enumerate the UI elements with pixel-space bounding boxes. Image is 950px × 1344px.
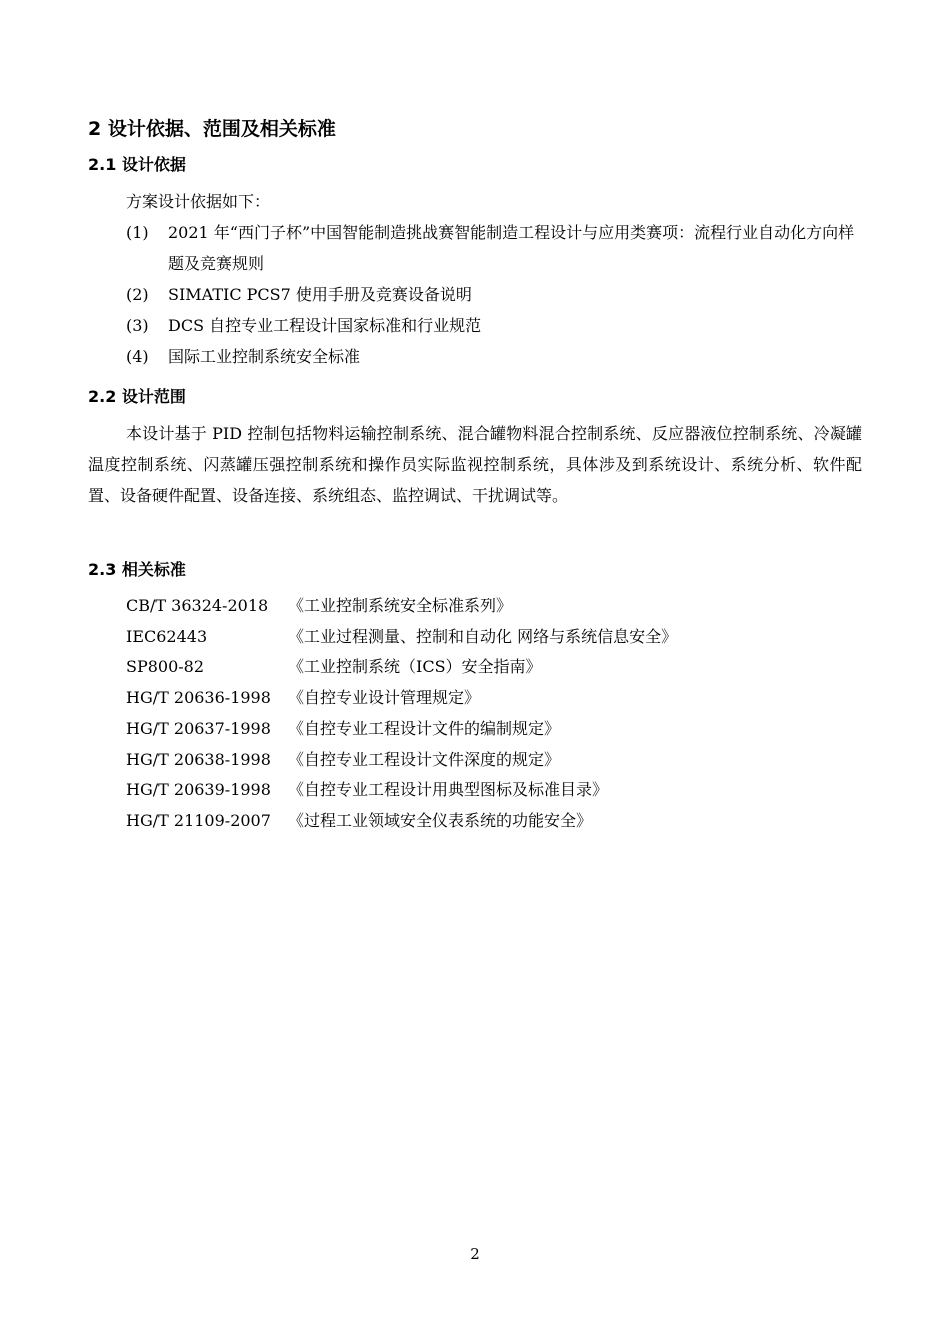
scope-paragraph: 本设计基于 PID 控制包括物料运输控制系统、混合罐物料混合控制系统、反应器液位控制系统、冷凝罐温度控制系统、闪蒸罐压强控制系统和操作员实际监视控制系统，具体涉及到系统设计、系统分析、软件配置、设备硬件配置、设备连接、系统组态、监控调试、干扰调试等。: [88, 424, 862, 505]
standard-title: 《工业控制系统（ICS）安全指南》: [288, 657, 542, 677]
standard-code: CB/T 36324-2018: [126, 596, 269, 615]
standard-row: [126, 714, 677, 745]
standard-title: 《自控专业设计管理规定》: [288, 688, 481, 708]
list-item: [126, 341, 862, 372]
standard-title: 《过程工业领域安全仪表系统的功能安全》: [288, 810, 593, 830]
basis-intro: 方案设计依据如下：: [126, 192, 271, 211]
section-heading: 2 设计依据、范围及相关标准: [88, 118, 336, 140]
standard-title: 《自控专业工程设计用典型图标及标准目录》: [288, 780, 609, 800]
list-item-text: DCS 自控专业工程设计国家标准和行业规范: [168, 316, 482, 335]
standard-title: 《工业过程测量、控制和自动化 网络与系统信息安全》: [288, 626, 678, 646]
standard-code: IEC62443: [126, 626, 208, 646]
standard-title: 《工业控制系统安全标准系列》: [288, 596, 513, 615]
standard-code: HG/T 20639-1998: [126, 780, 271, 800]
list-item: [126, 310, 862, 341]
scope-heading: 2.2 设计范围: [88, 387, 186, 406]
standard-row: [126, 683, 677, 714]
basis-heading: 2.1 设计依据: [88, 155, 186, 174]
standard-code: HG/T 20637-1998: [126, 718, 271, 738]
standard-title: 《自控专业工程设计文件的编制规定》: [288, 718, 561, 738]
list-item: [126, 217, 862, 279]
standard-row: [126, 745, 677, 776]
list-item-number: (3): [126, 316, 149, 335]
list-item-number: (1): [126, 223, 149, 242]
standard-code: HG/T 20636-1998: [126, 688, 271, 708]
standard-code: HG/T 21109-2007: [126, 810, 271, 830]
list-item-number: (4): [126, 347, 149, 366]
standard-row: [126, 652, 677, 683]
page-number: 2: [470, 1245, 480, 1263]
standard-code: SP800-82: [126, 657, 205, 677]
standard-row: [126, 591, 677, 622]
standards-list: [126, 591, 677, 837]
list-item: [126, 279, 862, 310]
list-item-number: (2): [126, 285, 149, 304]
list-item-text: 2021 年“西门子杯”中国智能制造挑战赛智能制造工程设计与应用类赛项：流程行业自动化方向样题及竞赛规则: [168, 223, 855, 273]
standard-row: [126, 775, 677, 806]
basis-list: [126, 217, 862, 372]
standards-heading: 2.3 相关标准: [88, 560, 186, 579]
standard-row: [126, 622, 677, 653]
standard-title: 《自控专业工程设计文件深度的规定》: [288, 749, 561, 769]
list-item-text: SIMATIC PCS7 使用手册及竞赛设备说明: [168, 285, 472, 304]
standard-row: [126, 806, 677, 837]
list-item-text: 国际工业控制系统安全标准: [168, 347, 361, 366]
standard-code: HG/T 20638-1998: [126, 749, 271, 769]
